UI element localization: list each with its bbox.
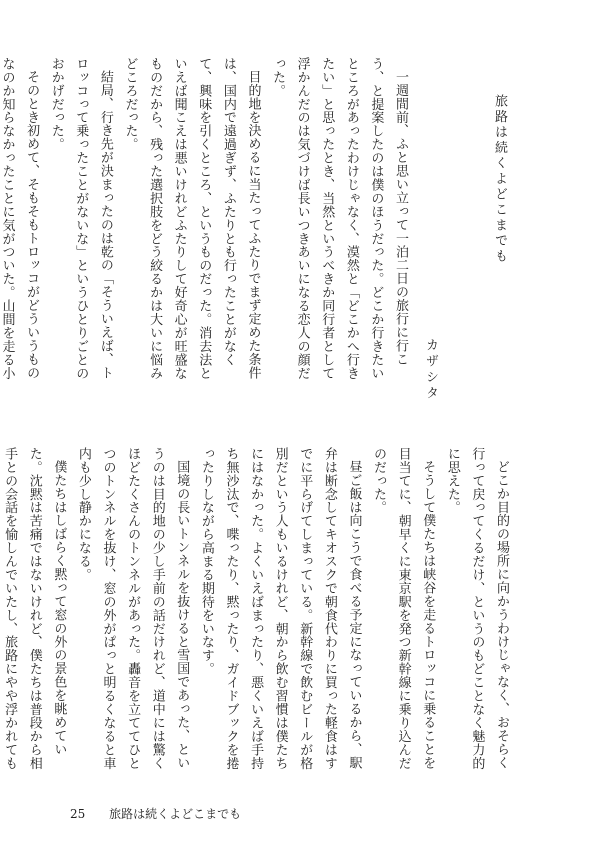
paragraph: 僕たちはしばらく黙って窓の外の景色を眺めていた。沈黙は苦痛ではないけれど、僕たちは普段から相手との会話を愉しんでいたし、旅路にやや浮かれても: [2, 447, 67, 770]
page-footer: [70, 805, 261, 822]
paragraph: 目的地を決めるに当たってふたりでまず定めた条件は、国内で遠過ぎず、ふたりとも行ったことがなくて、興味を引くところ、というものだった。消去法といえば聞こえは悪いけれどふたりして好奇心が旺盛なものだから、残った選択肢をどう絞るかは大いに悩みどころだった。: [122, 57, 261, 380]
paragraph: どこか目的の場所に向かうわけじゃなく、おそらく行って戻ってくるだけ、というのもどことなく魅力的に思えた。: [444, 447, 509, 770]
author-name: カザシタ: [423, 338, 438, 402]
paragraph: 結局、行き先が決まったのは乾の「そういえば、トロッコって乗ったことがないな」というひとりごとのおかげだった。: [48, 57, 113, 380]
paragraph: 国境の長いトンネルを抜けると雪国であった、というのは目的地の少し手前の話だけれど、道中には驚くほどたくさんのトンネルがあった。轟音を立ててひとつのトンネルを抜け、窓の外がぱっと明るくなると車内も少し静かになる。: [75, 447, 190, 770]
page-number: 25: [70, 807, 86, 821]
paragraph: 一週間前、ふと思い立って一泊二日の旅行に行こう、と提案したのは僕のほうだった。どこか行きたいところがあったわけじゃなく、漠然と「どこかへ行きたい」と思ったとき、当然というべきか同行者として浮かんだのは気づけば長いつきあいになる恋人の顔だった。: [270, 57, 408, 380]
paragraph: そうして僕たちは峡谷を走るトロッコに乗ることを目当てに、朝早くに東京駅を発つ新幹線に乗り込んだのだった。: [371, 447, 436, 770]
running-title: 旅路は続くよどこまでも: [109, 807, 242, 821]
paragraph: そのとき初めて、そもそもトロッコがどういうものなのか知らなかったことに気がついた。山間を走る小: [0, 57, 40, 380]
story-title: 旅路は続くよどこまでも: [492, 94, 507, 265]
upper-text-block: [0, 57, 412, 384]
paragraph: 昼ご飯は向こうで食べる予定になっているから、駅弁は断念してキオスクで朝食代わりに買った軽食はすでに平らげてしまっている。新幹線で飲むビールが格別だという人もいるけれど、朝から飲む習慣は僕たちにはなかった。よくいえばまったり、悪くいえば手持ち無沙汰で、喋ったり、黙ったり、ガイドブックを捲ったりしながら高まる期待をいなす。: [198, 447, 362, 770]
lower-text-block: [0, 447, 513, 774]
